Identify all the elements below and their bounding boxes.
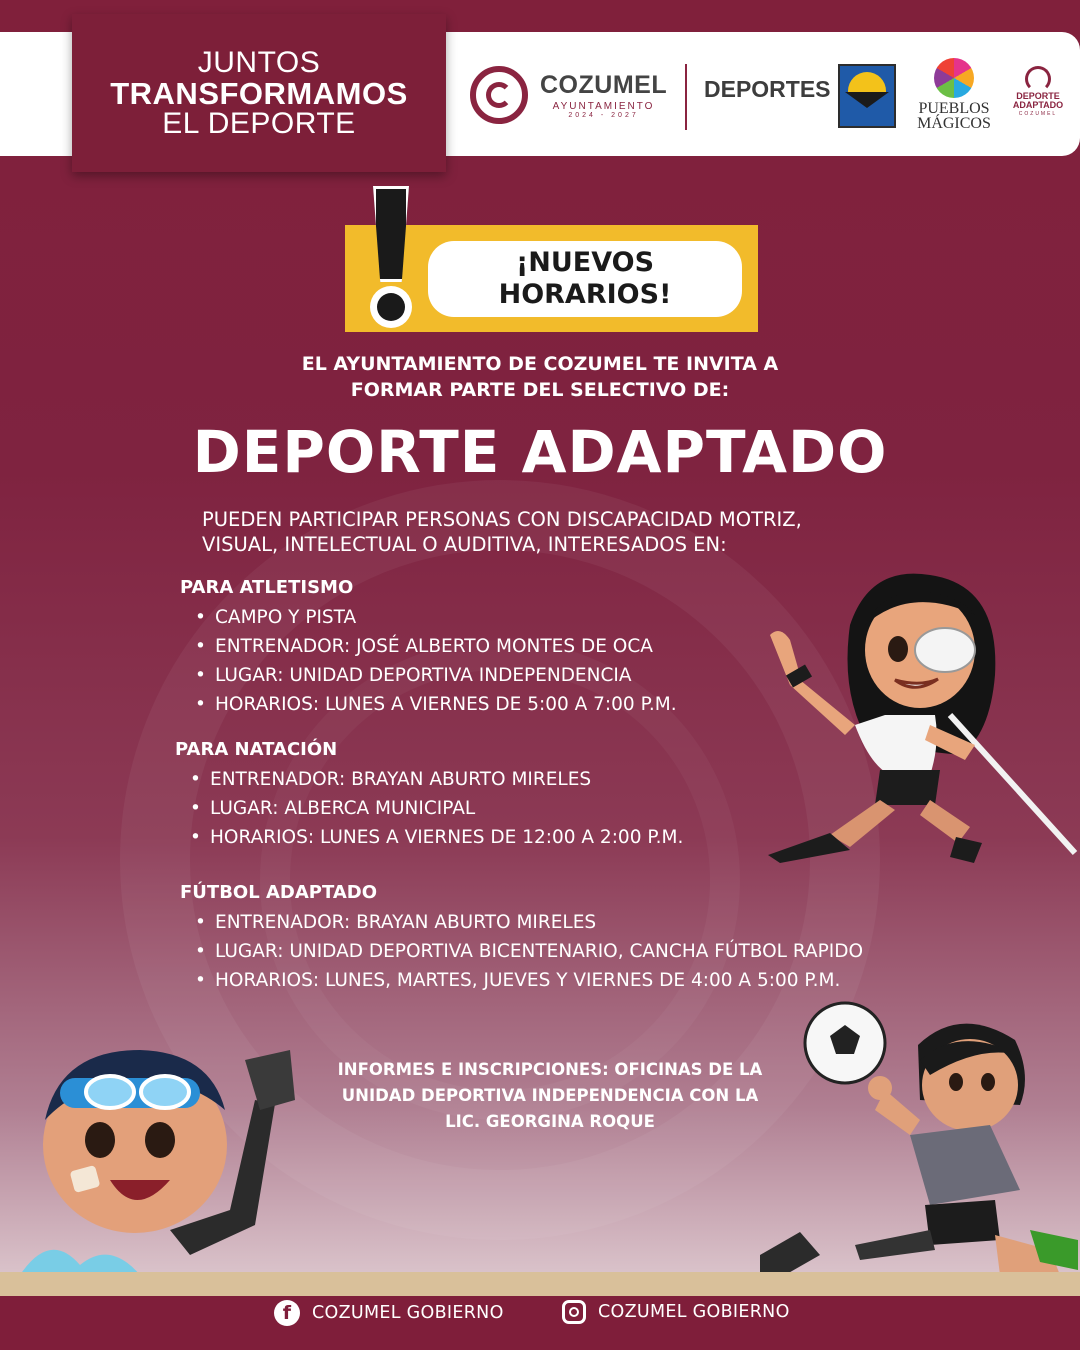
pueblos-magicos-text: PUEBLOS MÁGICOS [917,100,991,133]
badge-text: ¡NUEVOS HORARIOS! [428,241,742,317]
cozumel-seal-icon [470,66,528,124]
list-item: • LUGAR: UNIDAD DEPORTIVA INDEPENDENCIA [193,661,677,690]
list-item: • HORARIOS: LUNES A VIERNES DE 12:00 A 2:00 P.M. [188,823,683,852]
slogan-box [72,14,446,172]
list-item: • HORARIOS: LUNES A VIERNES DE 5:00 A 7:00 P.M. [193,690,677,719]
cozumel-logo [470,66,667,124]
pueblos-magicos-flower-icon [934,58,974,98]
deporte-adaptado-logo-sub: COZUMEL [1018,110,1058,117]
footer-bar [0,1296,1080,1350]
slogan-line-3: EL DEPORTE [162,106,356,140]
cozumel-years: 2024 - 2027 [568,112,639,119]
informes-text: INFORMES E INSCRIPCIONES: OFICINAS DE LA UNIDAD DEPORTIVA INDEPENDENCIA CON LA LIC. GEORGINA ROQUE [337,1060,763,1132]
slogan-line-1: JUNTOS [197,45,321,79]
footer-strip [0,1272,1080,1296]
atletismo-list [193,603,677,719]
natacion-list [188,765,683,852]
facebook-link[interactable] [274,1300,504,1326]
cozumel-name: COZUMEL [540,71,668,99]
exclamation-icon [369,186,413,326]
list-item: • ENTRENADOR: BRAYAN ABURTO MIRELES [188,765,683,794]
list-item: • ENTRENADOR: BRAYAN ABURTO MIRELES [193,908,863,937]
header-divider [685,64,687,130]
facebook-label: COZUMEL GOBIERNO [312,1303,504,1323]
slogan-line-2: TRANSFORMAMOS [110,75,408,111]
section-title-atletismo: PARA ATLETISMO [180,577,354,598]
athlete-girl-illustration [760,565,1078,865]
instagram-link[interactable] [562,1300,790,1324]
quintana-roo-logo [838,64,896,128]
intro-text: PUEDEN PARTICIPAR PERSONAS CON DISCAPACIDAD MOTRIZ, VISUAL, INTELECTUAL O AUDITIVA, INTERESADOS EN: [202,508,802,557]
section-title-natacion: PARA NATACIÓN [175,739,338,760]
deporte-adaptado-logo [1000,66,1076,117]
futbol-list [193,908,863,995]
main-title: DEPORTE ADAPTADO [192,418,888,486]
list-item: • CAMPO Y PISTA [193,603,677,632]
section-title-futbol: FÚTBOL ADAPTADO [180,882,377,903]
pueblos-magicos-logo [916,56,992,136]
list-item: • LUGAR: UNIDAD DEPORTIVA BICENTENARIO, CANCHA FÚTBOL RAPIDO [193,937,863,966]
swimmer-boy-illustration [20,1040,310,1275]
deporte-adaptado-logo-text: DEPORTE ADAPTADO [1012,91,1064,111]
soccer-boy-illustration [760,1000,1080,1275]
instagram-icon [562,1300,586,1324]
list-item: • HORARIOS: LUNES, MARTES, JUEVES Y VIERNES DE 4:00 A 5:00 P.M. [193,966,863,995]
invite-text: EL AYUNTAMIENTO DE COZUMEL TE INVITA A FORMAR PARTE DEL SELECTIVO DE: [301,353,779,401]
cozumel-sub: AYUNTAMIENTO [552,101,655,112]
athlete-figure-icon [1025,66,1051,92]
deportes-label: DEPORTES [704,76,831,102]
list-item: • LUGAR: ALBERCA MUNICIPAL [188,794,683,823]
facebook-icon: f [274,1300,300,1326]
instagram-label: COZUMEL GOBIERNO [598,1302,790,1322]
list-item: • ENTRENADOR: JOSÉ ALBERTO MONTES DE OCA [193,632,677,661]
